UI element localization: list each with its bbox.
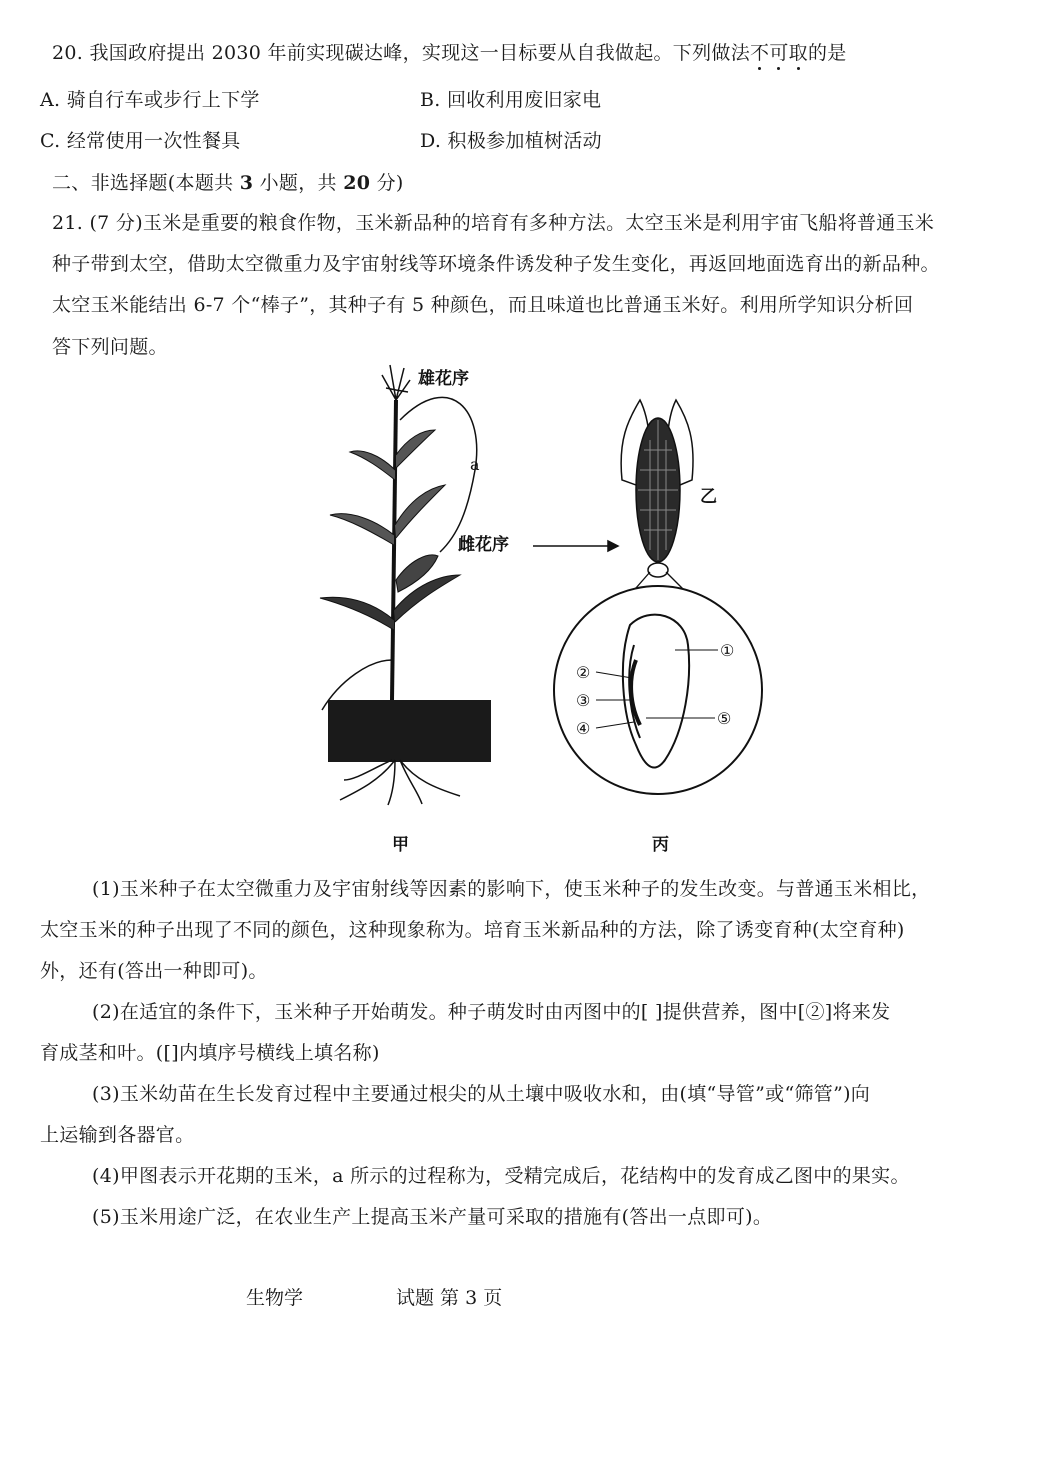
q21-stem-line: 太空玉米能结出 6-7 个“棒子”，其种子有 5 种颜色，而且味道也比普通玉米好。利用所学知识分析回 <box>52 294 914 316</box>
q20-emphasis-char: 取 <box>788 42 808 64</box>
leaf <box>395 485 445 538</box>
section-heading-prefix: 二、非选择题(本题共 <box>52 172 240 194</box>
footer-subject: 生物学 <box>246 1287 304 1309</box>
female-flower-label: 雌花序 <box>458 535 509 555</box>
leaf <box>320 597 394 630</box>
corn-cob-illustration <box>621 400 693 577</box>
tassel <box>382 365 410 400</box>
leaf <box>396 430 435 468</box>
q21-sub5-line: (5)玉米用途广泛，在农业生产上提高玉米产量可采取的措施有(答出一点即可)。 <box>92 1206 773 1228</box>
q21-stem-line: 答下列问题。 <box>52 336 168 358</box>
q21-sub1-line: 太空玉米的种子出现了不同的颜色，这种现象称为。培育玉米新品种的方法，除了诱变育种(太空育种) <box>40 919 905 941</box>
q21-sub4-line: (4)甲图表示开花期的玉米，a 所示的过程称为，受精完成后，花结构中的发育成乙图中的果实。 <box>92 1165 910 1187</box>
leaf <box>350 451 395 480</box>
seed-part-2: ② <box>576 663 591 682</box>
seed-part-1: ① <box>720 641 735 660</box>
corn-figure <box>300 360 780 860</box>
label-a: a <box>470 455 480 474</box>
q20-emphasis-char: 不 <box>750 42 770 64</box>
seed-part-5: ⑤ <box>717 709 732 728</box>
q20-stem-suffix: 的是 <box>807 42 847 64</box>
q21-sub1-line: (1)玉米种子在太空微重力及宇宙射线等因素的影响下，使玉米种子的发生改变。与普通玉米相比， <box>92 878 931 900</box>
q20-option-a: A. 骑自行车或步行上下学 <box>40 89 260 111</box>
corn-plant-illustration <box>320 365 491 805</box>
section-total-score: 20 <box>343 172 371 194</box>
label-bing: 丙 <box>652 835 669 855</box>
stem <box>392 400 396 700</box>
soil-block <box>328 700 491 762</box>
q21-sub3-line: 上运输到各器官。 <box>40 1124 195 1146</box>
section-question-count: 3 <box>239 172 254 194</box>
q21-sub2-line: 育成茎和叶。([]内填序号横线上填名称) <box>40 1042 380 1064</box>
arrow <box>533 541 618 551</box>
cob-base <box>648 563 668 577</box>
q21-stem-line: 21. (7 分)玉米是重要的粮食作物，玉米新品种的培育有多种方法。太空玉米是利用宇宙飞船将普通玉米 <box>52 212 935 234</box>
footer-page-number: 试题 第 3 页 <box>396 1287 503 1309</box>
seed-part-4: ④ <box>576 719 591 738</box>
q21-sub2-line: (2)在适宜的条件下，玉米种子开始萌发。种子萌发时由丙图中的[ ]提供营养，图中[②]将来发 <box>92 1001 891 1023</box>
arrow-head <box>608 541 618 551</box>
seed-part-3: ③ <box>576 691 591 710</box>
section-heading-mid: 小题，共 <box>253 172 344 194</box>
q21-sub1-line: 外，还有(答出一种即可)。 <box>40 960 268 982</box>
roots <box>340 760 460 805</box>
q20-stem-prefix: 20. 我国政府提出 2030 年前实现碳达峰，实现这一目标要从自我做起。下列做法 <box>52 42 750 64</box>
section-heading <box>52 170 404 196</box>
label-yi: 乙 <box>700 487 717 507</box>
label-jia: 甲 <box>392 835 409 855</box>
q20-emphasis-char: 可 <box>769 42 789 64</box>
q20-stem <box>52 40 847 66</box>
q20-option-b: B. 回收利用废旧家电 <box>420 89 602 111</box>
leaf <box>330 514 394 545</box>
q20-option-c: C. 经常使用一次性餐具 <box>40 130 241 152</box>
section-heading-suffix: 分) <box>370 172 404 194</box>
q20-option-d: D. 积极参加植树活动 <box>420 130 602 152</box>
male-flower-label: 雄花序 <box>418 369 469 389</box>
pollination-arc <box>400 397 477 552</box>
q21-sub3-line: (3)玉米幼苗在生长发育过程中主要通过根尖的从土壤中吸收水和，由(填“导管”或“筛管”)向 <box>92 1083 871 1105</box>
q21-stem-line: 种子带到太空，借助太空微重力及宇宙射线等环境条件诱发种子发生变化，再返回地面选育出的新品种。 <box>52 253 940 275</box>
